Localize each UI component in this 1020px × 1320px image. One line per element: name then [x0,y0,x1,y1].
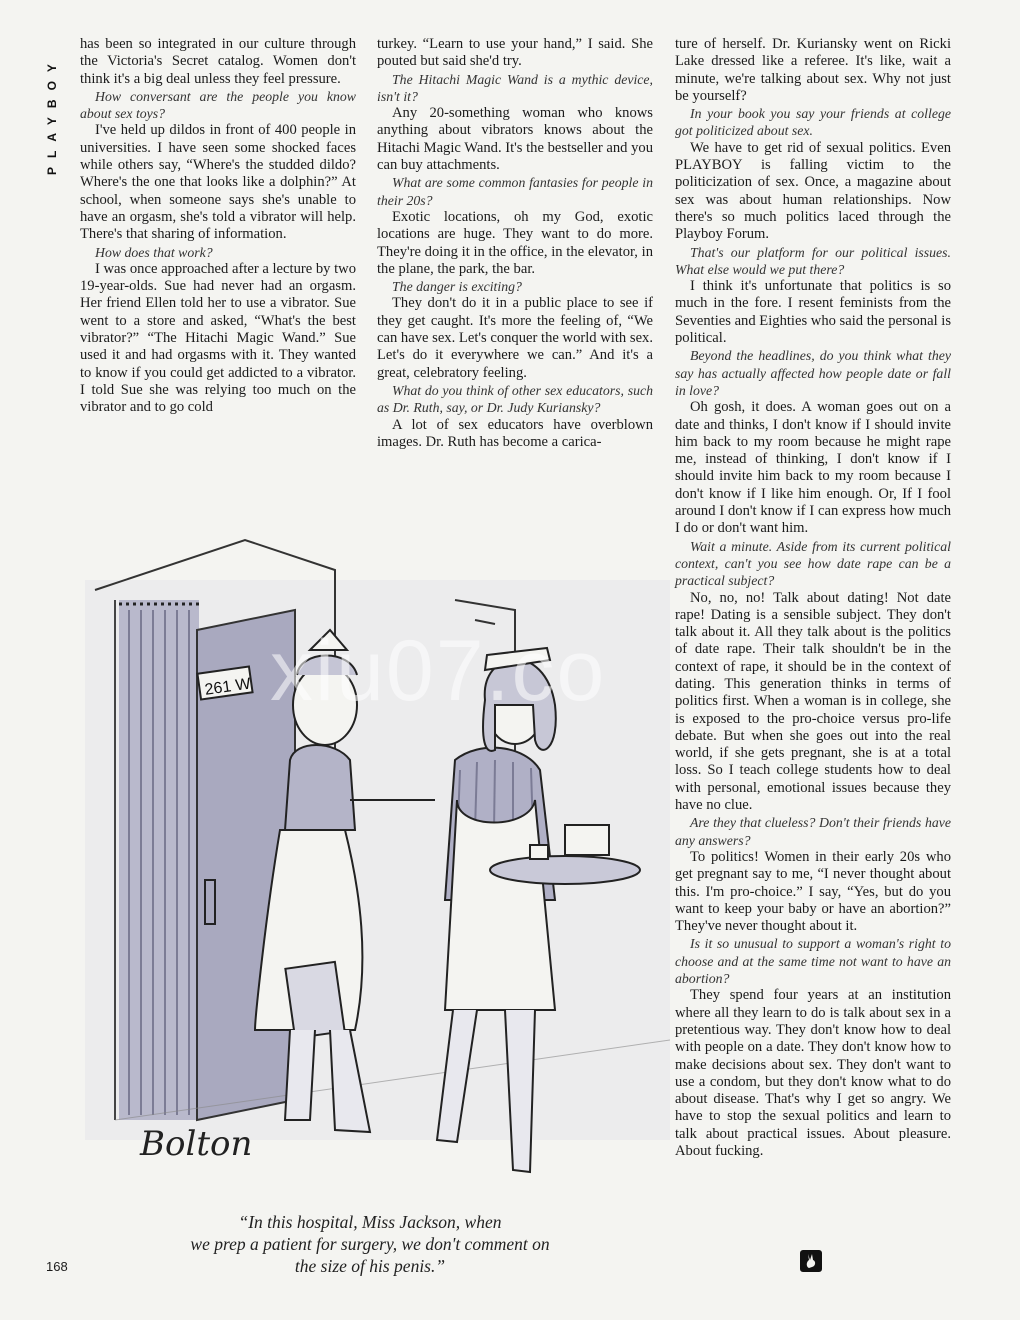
interview-answer: They spend four years at an institution where all they learn to do is talk about sex in a pretentious way. They don't know how to deal with people on a date. They don't know how to make decisions about sex. They don't want to use a condom, but they don't know what to do about disease. That's why I get so angry. We have to stop the sexual politics and learn to talk about practical issues. About pleasure. About fucking. [675,987,951,1159]
interview-question: The Hitachi Magic Wand is a mythic device, isn't it? [377,71,653,104]
caption-line: the size of his penis.” [294,1256,446,1276]
interview-answer: No, no, no! Talk about dating! Not date rape! Dating is a sensible subject. They don't talk about it. All they talk about is the politics of date rape. Their talk shouldn't be in the context of rape, it should be in the context of dating. This generation thinks in terms of politics first. When a woman is in college, she is exposed to the pro-choice versus pro-life debate. But when she goes out into the real world, if she gets pregnant, she is at a total loss. So I teach college students how to deal with personal, emotional issues because they have no clue. [675,589,951,814]
article-column-3 [675,36,951,1160]
interview-question: Is it so unusual to support a woman's right to choose and at the same time not want to have an abortion? [675,936,951,987]
interview-question: How conversant are the people you know about sex toys? [80,88,356,122]
interview-question: Are they that clueless? Don't their friends have any answers? [675,815,951,848]
interview-question: What are some common fantasies for people in their 20s? [377,175,653,208]
artist-signature: Bolton [140,1124,253,1164]
interview-question: Beyond the headlines, do you think what they say has actually affected how people date or fall in love? [675,348,951,398]
caption-line: we prep a patient for surgery, we don't comment on [190,1234,550,1254]
page-number: 168 [46,1259,68,1274]
interview-answer: I think it's unfortunate that politics is so much in the fore. I resent feminists from the Seventies and Eighties who said the personal is political. [675,278,952,347]
article-column-1 [80,36,356,417]
interview-question: The danger is exciting? [392,279,522,295]
interview-answer: Exotic locations, oh my God, exotic locations are huge. They want to do more. They're doing it in the office, in the elevator, in the plane, the park, the bar. [377,208,653,277]
running-head: PLAYBOY [45,55,59,175]
interview-answer: A lot of sex educators have overblown images. Dr. Ruth has become a carica- [377,416,653,450]
interview-answer: turkey. “Learn to use your hand,” I said. She pouted but said she'd try. [377,36,653,70]
interview-answer: has been so integrated in our culture through the Victoria's Secret catalog. Women don't think it's a big deal unless they feel pressure. [80,36,356,87]
interview-answer: ture of herself. Dr. Kuriansky went on Ricki Lake dressed like a referee. It's like, wait a minute, we're talking about sex. Why not just be yourself? [675,36,951,104]
curtain [119,600,199,1120]
interview-answer: Oh gosh, it does. A woman goes out on a date and thinks, I don't know if I should invite him back to my room because he might rape me, instead of thinking, I don't know if I should invite him back to my room because I don't know if I like him enough. Or, If I fool around I don't know if I can express how much I do or don't want him. [675,399,951,537]
interview-question: That's our platform for our political issues. What else would we put there? [675,244,951,277]
interview-question: What do you think of other sex educators, such as Dr. Ruth, say, or Dr. Judy Kuriansky? [377,382,653,416]
article-column-2 [377,36,653,451]
interview-question: Wait a minute. Aside from its current political context, can't you see how date rape can be a practical subject? [675,538,951,589]
interview-question: How does that work? [95,244,213,260]
interview-question: In your book you say your friends at college got politicized about sex. [675,106,951,139]
room-number-sign: 261 W [203,675,252,699]
interview-answer: I was once approached after a lecture by two 19-year-olds. Sue had never had an orgasm. Her friend Ellen told her to use a vibrator. Sue went to a store and asked, “What's the best vibrator?” “The Hitachi Magic Wand.” Sue used it and had orgasms with it. They wanted to know if you could get addicted to a vibrator. I told Sue she was relying too much on the vibrator and to go cold [80,260,356,416]
caption-line: “In this hospital, Miss Jackson, when [238,1212,502,1232]
interview-answer: To politics! Women in their early 20s who get pregnant say to me, “I never thought about this. I'm pro-choice.” I say, “Yes, but do you want to keep your baby or have an abortion?” They've never thought about it. [675,848,951,935]
interview-answer: I've held up dildos in front of 400 people in universities. I have seen some shocked faces while others say, “Where's the studded dildo? Where's the one that looks like a dolphin?” At school, when someone says she's unable to have an orgasm, she's told a vibrator will help. There's that sharing of information. [80,122,356,243]
interview-answer: They don't do it in a public place to see if they get caught. It's more the feeling of, “We can have sex. Let's conquer the world with sex. Let's do it everywhere we can.” And it's a great, celebratory feeling. [377,295,653,381]
rabbit-end-mark-icon [800,1250,822,1272]
watermark: xiu07.co [270,623,607,719]
interview-answer: Any 20-something woman who knows anything about vibrators knows about the Hitachi Magic Wand. It's the bestseller and you can buy attachments. [377,105,653,174]
cartoon-illustration [85,500,670,1200]
cartoon-caption [150,1211,590,1277]
interview-answer: We have to get rid of sexual politics. Even PLAYBOY is falling victim to the politicization of sex. Once, a magazine about sex was about human relationships. Now there's so much politics laced through the Playboy Forum. [675,139,951,243]
